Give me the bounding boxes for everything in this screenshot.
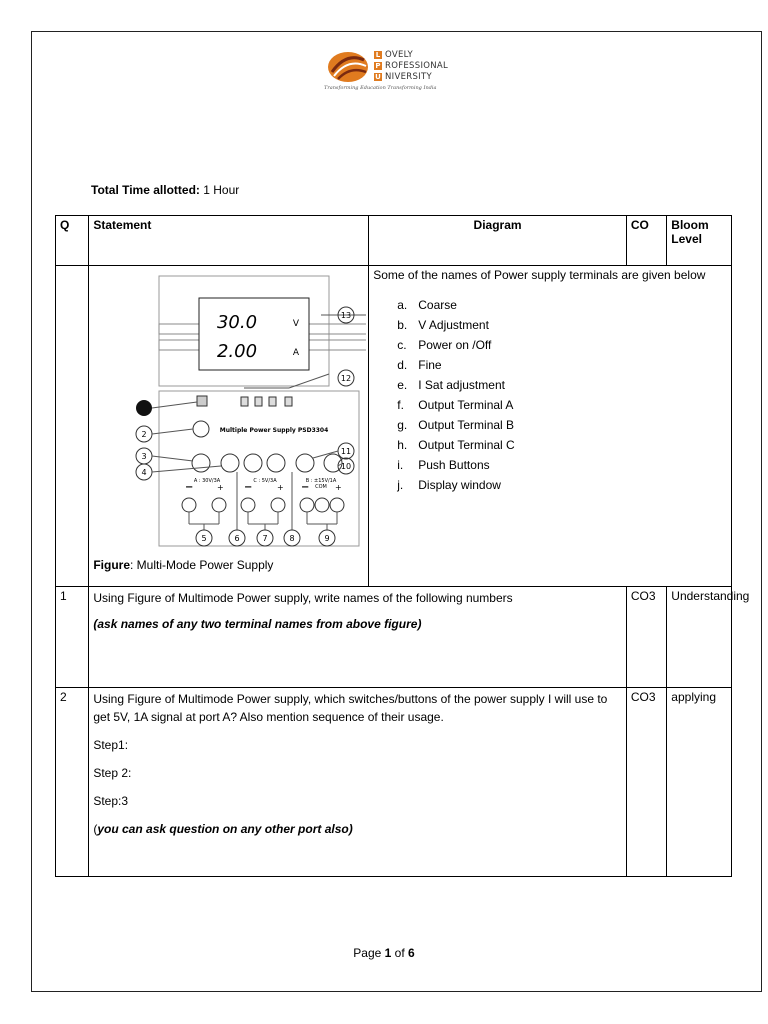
bloom-cell: applying <box>667 688 732 877</box>
list-item <box>397 378 727 398</box>
list-item <box>397 298 727 318</box>
lpu-emblem-icon <box>326 50 370 84</box>
callout-label: 6 <box>234 534 240 543</box>
page-total: 6 <box>408 946 415 960</box>
plus-sign: + <box>217 483 225 492</box>
term-text: Coarse <box>418 298 457 312</box>
term-letter: b. <box>397 318 408 332</box>
term-text: Output Terminal A <box>418 398 514 412</box>
port-c-label: C : 5V/3A <box>253 478 277 484</box>
figure-q-cell <box>56 266 89 587</box>
port-a-label: A : 30V/3A <box>194 478 221 484</box>
page-of: of <box>391 946 409 960</box>
logo-letter: L <box>375 51 381 59</box>
list-item <box>397 338 727 358</box>
minus-sign: − <box>301 482 310 493</box>
figure-caption <box>93 558 273 572</box>
q-number: 2 <box>56 688 89 877</box>
table-header-row <box>56 216 732 266</box>
term-text: Power on /Off <box>418 338 492 352</box>
statement-note-line <box>93 820 622 838</box>
term-text: Push Buttons <box>418 458 490 472</box>
callout-label: 5 <box>201 534 207 543</box>
figure-caption-bold: Figure <box>93 558 131 572</box>
term-letter: h. <box>397 438 408 452</box>
term-letter: e. <box>397 378 408 392</box>
statement-note: (ask names of any two terminal names from above figure) <box>93 617 422 631</box>
logo-letter: P <box>375 62 381 70</box>
term-letter: j. <box>397 478 404 492</box>
time-allotted <box>91 183 239 197</box>
bloom-cell: Understanding <box>667 587 732 688</box>
statement-text: Using Figure of Multimode Power supply, which switches/buttons of the power supply I will use to get 5V, 1A signal at port A? Also mention sequence of their usage. <box>93 692 608 724</box>
callout-label: 7 <box>262 534 268 543</box>
logo-word: ROFESSIONAL <box>385 61 449 71</box>
display-current: 2.00 <box>217 341 258 362</box>
question-table <box>55 215 750 877</box>
term-letter: d. <box>397 358 408 372</box>
term-text: I Sat adjustment <box>418 378 505 392</box>
term-text: V Adjustment <box>418 318 489 332</box>
step-line: Step1: <box>93 738 129 752</box>
list-item <box>397 478 727 498</box>
time-value: 1 Hour <box>203 183 240 197</box>
list-item <box>397 318 727 338</box>
term-letter: g. <box>397 418 408 432</box>
page-current: 1 <box>384 946 392 960</box>
terms-cell <box>369 266 732 587</box>
q-number: 1 <box>56 587 89 688</box>
display-current-unit: A <box>293 348 300 358</box>
page-prefix: Page <box>353 946 385 960</box>
statement-cell <box>89 587 627 688</box>
term-text: Output Terminal C <box>418 438 515 452</box>
time-label: Total Time allotted: <box>91 183 200 197</box>
statement-note: you can ask question on any other port also) <box>97 822 353 836</box>
header-statement: Statement <box>89 216 369 266</box>
panel-title: Multiple Power Supply PSD3304 <box>220 427 329 434</box>
terms-list <box>373 298 727 498</box>
logo-tagline: Transforming Education Transforming India <box>324 85 437 91</box>
list-item <box>397 398 727 418</box>
university-logo <box>326 48 451 96</box>
list-item <box>397 418 727 438</box>
minus-sign: − <box>244 482 253 493</box>
list-item <box>397 358 727 378</box>
plus-sign: + <box>335 483 343 492</box>
step-line: Step 2: <box>93 766 132 780</box>
plus-sign: + <box>277 483 285 492</box>
term-letter: a. <box>397 298 408 312</box>
header-q: Q <box>56 216 89 266</box>
figure-caption-rest: : Multi-Mode Power Supply <box>130 558 274 572</box>
callout-label: 12 <box>341 374 352 383</box>
display-voltage: 30.0 <box>217 312 258 333</box>
display-voltage-unit: V <box>293 319 300 329</box>
callout-label: 8 <box>289 534 295 543</box>
step-line: Step:3 <box>93 794 129 808</box>
header-diagram: Diagram <box>369 216 627 266</box>
table-row <box>56 587 732 688</box>
callout-label: 11 <box>341 447 352 456</box>
statement-cell <box>89 688 627 877</box>
logo-letter: U <box>375 73 381 81</box>
term-letter: c. <box>397 338 407 352</box>
callout-label: 3 <box>141 452 147 461</box>
term-letter: f. <box>397 398 404 412</box>
note-paren: ( <box>93 822 98 836</box>
list-item <box>397 458 727 478</box>
co-cell: CO3 <box>626 688 666 877</box>
callout-label: 9 <box>324 534 330 543</box>
callout-label: 2 <box>141 430 147 439</box>
figure-row <box>56 266 732 587</box>
term-letter: i. <box>397 458 404 472</box>
co-cell: CO3 <box>626 587 666 688</box>
callout-label: 10 <box>341 462 352 471</box>
power-supply-figure <box>89 266 366 566</box>
terms-intro: Some of the names of Power supply terminals are given below <box>373 268 706 282</box>
logo-word: NIVERSITY <box>385 72 432 82</box>
header-co: CO <box>626 216 666 266</box>
table-row <box>56 688 732 877</box>
header-bloom: Bloom Level <box>667 216 732 266</box>
minus-sign: − <box>185 482 194 493</box>
figure-cell <box>89 266 369 587</box>
term-text: Display window <box>418 478 501 492</box>
page-number <box>0 946 768 960</box>
term-text: Output Terminal B <box>418 418 515 432</box>
logo-word: OVELY <box>385 50 414 60</box>
term-text: Fine <box>418 358 442 372</box>
port-b-label: B : ±15V/1A <box>306 478 337 484</box>
callout-label: 13 <box>341 311 352 320</box>
callout-label: 4 <box>141 468 147 477</box>
statement-text: Using Figure of Multimode Power supply, write names of the following numbers <box>93 591 513 605</box>
list-item <box>397 438 727 458</box>
com-label: COM <box>315 484 328 490</box>
